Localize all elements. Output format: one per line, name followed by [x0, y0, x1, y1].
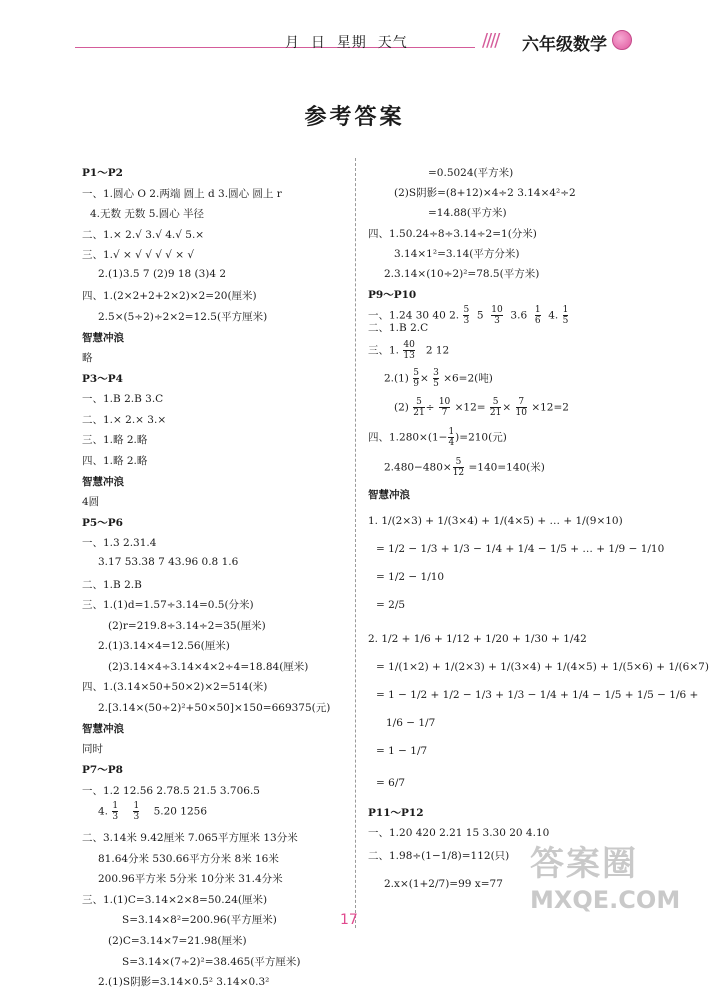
answer-line: 200.96平方米 5分米 10分米 31.4分米 — [98, 873, 283, 885]
answer-line: 二、1.× 2.× 3.× — [82, 414, 167, 426]
answer-text: 2.(1) — [384, 372, 409, 385]
fraction — [516, 397, 527, 418]
answer-line: (2)r=219.8÷3.14÷2=35(厘米) — [108, 620, 266, 632]
answer-line: S=3.14×8²=200.96(平方厘米) — [122, 914, 277, 926]
answer-line: 3.17 53.38 7 43.96 0.8 1.6 — [98, 556, 239, 568]
answer-line: 三、1.略 2.略 — [82, 434, 148, 446]
fraction — [439, 397, 450, 418]
fraction — [413, 397, 424, 418]
answer-line: = 2/5 — [376, 599, 406, 611]
answer-line: 2.(1)S阴影=3.14×0.5² 3.14×0.3² — [98, 976, 270, 988]
answer-line: (2) $\frac{5}{21}$ ÷ $\frac{10}{7}$ ×12= $\frac{5}{21}$ × $\frac{7}{10}$ ×12=2 — [394, 397, 569, 418]
section-heading: 智慧冲浪 — [368, 489, 410, 501]
numerator: 10 — [438, 397, 451, 407]
date-fields: 月 日 星期 天气 — [285, 35, 408, 51]
answer-line: 81.64分米 530.66平方分米 8米 16米 — [98, 853, 279, 865]
fraction — [403, 340, 414, 361]
answer-line: 2. 1/2 + 1/6 + 1/12 + 1/20 + 1/30 + 1/42 — [368, 633, 587, 645]
header-rule — [75, 47, 475, 48]
denominator: 6 — [534, 316, 541, 326]
fraction — [535, 305, 541, 326]
answer-line: 一、1.2 12.56 2.78.5 21.5 3.706.5 — [82, 785, 260, 797]
answer-line: 二、3.14米 9.42厘米 7.065平方厘米 13分米 — [82, 832, 298, 844]
denominator: 5 — [433, 379, 439, 389]
answer-line: 三、1.√ × √ √ √ √ × √ — [82, 249, 195, 261]
watermark-url: MXQE.COM — [530, 886, 681, 914]
fraction — [448, 427, 454, 448]
denominator: 7 — [439, 407, 450, 418]
answer-text: 3.6 — [510, 309, 528, 322]
answer-line: 1/6 − 1/7 — [386, 717, 436, 729]
answer-line: 四、1.50.24÷8÷3.14÷2=1(分米) — [368, 228, 537, 240]
answer-line: = 1 − 1/2 + 1/2 − 1/3 + 1/3 − 1/4 + 1/4 − 1/5 + 1/5 − 1/6 + — [376, 689, 699, 701]
answer-text: 四、1.280×(1− — [368, 431, 448, 444]
fraction — [413, 368, 419, 389]
answer-text: (2) — [394, 401, 409, 414]
denominator: 21 — [413, 408, 425, 418]
answer-line: 四、1.(2×2+2+2×2)×2=20(厘米) — [82, 290, 257, 302]
fraction — [453, 457, 464, 478]
answer-line: 一、1.圆心 O 2.两端 圆上 d 3.圆心 圆上 r — [82, 188, 282, 200]
answer-line: 一、1.B 2.B 3.C — [82, 393, 164, 405]
answer-text: 5 — [476, 309, 484, 322]
numerator: 3 — [433, 368, 439, 378]
answer-line: 二、1.B 2.B — [82, 579, 142, 591]
fraction — [463, 305, 469, 326]
answer-line: 二、1.B 2.C — [368, 322, 429, 334]
denominator: 13 — [403, 351, 415, 361]
answer-line: 一、1.20 420 2.21 15 3.30 20 4.10 — [368, 827, 550, 839]
answer-line: (2)3.14×4÷3.14×4×2÷4=18.84(厘米) — [108, 661, 309, 673]
numerator: 1 — [534, 305, 541, 315]
denominator: 3 — [112, 812, 119, 822]
answer-line — [384, 457, 545, 478]
answer-line — [368, 427, 507, 448]
numerator: 1 — [562, 305, 569, 315]
answer-line: = 6/7 — [376, 777, 406, 789]
answer-line: 四、1.(3.14×50+50×2)×2=514(米) — [82, 681, 268, 693]
numerator: 1 — [133, 801, 140, 811]
answer-text: )=210(元) — [455, 431, 507, 444]
section-heading: 智慧冲浪 — [82, 332, 124, 344]
denominator: 12 — [452, 468, 465, 478]
answer-text: ×6=2(吨) — [443, 372, 493, 385]
fraction — [490, 397, 501, 418]
answer-line: 1. 1/(2×3) + 1/(3×4) + 1/(4×5) + … + 1/(9×10) — [368, 515, 623, 527]
answer-line: =14.88(平方米) — [428, 207, 507, 219]
answer-line: = 1/2 − 1/3 + 1/3 − 1/4 + 1/4 − 1/5 + … + 1/9 − 1/10 — [376, 543, 665, 555]
section-heading: 智慧冲浪 — [82, 723, 124, 735]
answer-line: 同时 — [82, 743, 103, 755]
answer-text: 5.20 1256 — [153, 805, 208, 818]
answer-line: = 1/2 − 1/10 — [376, 571, 445, 583]
numerator: 10 — [491, 305, 503, 315]
answer-line: 2.(1)3.14×4=12.56(厘米) — [98, 640, 230, 652]
column-divider — [355, 158, 356, 928]
numerator: 5 — [416, 397, 422, 407]
denominator: 3 — [463, 316, 470, 326]
denominator: 3 — [133, 812, 140, 822]
denominator: 10 — [515, 408, 527, 418]
answer-line — [368, 340, 449, 361]
answer-line: = 1 − 1/7 — [376, 745, 428, 757]
answer-line: 一、1.3 2.31.4 — [82, 537, 157, 549]
answer-text: 2 12 — [425, 344, 450, 357]
denominator: 4 — [448, 438, 455, 448]
answer-line — [98, 801, 207, 822]
answer-line: (2)C=3.14×7=21.98(厘米) — [108, 935, 247, 947]
pink-dot-icon — [612, 30, 632, 50]
numerator: 40 — [403, 340, 415, 350]
answer-text: 4. — [98, 805, 109, 818]
section-heading: P7～P8 — [82, 764, 123, 776]
section-heading: P5～P6 — [82, 517, 123, 529]
numerator: 1 — [448, 427, 455, 437]
answer-text: 一、1.24 30 40 2. — [368, 309, 460, 322]
answer-line: (2)S阴影=(8+12)×4÷2 3.14×4²÷2 — [394, 187, 576, 199]
answer-line: 2.(1)3.5 7 (2)9 18 (3)4 2 — [98, 268, 227, 280]
fraction — [491, 305, 502, 326]
subject-label: 六年级数学 — [522, 35, 607, 55]
answer-line: 2.3.14×(10÷2)²=78.5(平方米) — [384, 268, 540, 280]
answer-line: 三、1.(1)d=1.57÷3.14=0.5(分米) — [82, 599, 254, 611]
section-heading: P11～P12 — [368, 807, 424, 819]
section-heading: 智慧冲浪 — [82, 476, 124, 488]
numerator: 5 — [455, 457, 462, 467]
denominator: 9 — [413, 379, 419, 389]
numerator: 5 — [463, 305, 470, 315]
answer-line: 略 — [82, 352, 93, 364]
numerator: 5 — [413, 368, 419, 378]
answer-line: 3.14×1²=3.14(平方分米) — [394, 248, 520, 260]
answer-line: 4圆 — [82, 496, 100, 508]
answer-line: 二、1.98÷(1−1/8)=112(只) — [368, 850, 510, 862]
section-heading: P9～P10 — [368, 289, 417, 301]
numerator: 7 — [518, 397, 525, 407]
answer-line: 二、1.× 2.√ 3.√ 4.√ 5.× — [82, 229, 205, 241]
answer-text: 4. — [548, 309, 559, 322]
denominator: 3 — [491, 315, 502, 326]
answer-line: = 1/(1×2) + 1/(2×3) + 1/(3×4) + 1/(4×5) + 1/(5×6) + 1/(6×7) — [376, 661, 709, 673]
numerator: 5 — [492, 397, 499, 407]
numerator: 1 — [112, 801, 119, 811]
answer-line: 2.x×(1+2/7)=99 x=77 — [384, 878, 503, 890]
page-header — [0, 0, 709, 60]
answer-text: =140=140(米) — [468, 461, 545, 474]
answer-line: 2.[3.14×(50÷2)²+50×50]×150=669375(元) — [98, 702, 331, 714]
answer-line: 四、1.略 2.略 — [82, 455, 148, 467]
page-number: 17 — [340, 912, 358, 928]
page-title: 参考答案 — [304, 105, 405, 130]
fraction — [433, 368, 439, 389]
answer-text: 2.480−480× — [384, 461, 452, 474]
answer-line: 2.(1) $\frac{5}{9}$ × $\frac{3}{5}$ ×6=2(吨) — [384, 368, 493, 389]
answer-text: 三、1. — [368, 344, 400, 357]
denominator: 21 — [489, 408, 502, 418]
answer-text: ×12=2 — [531, 401, 569, 414]
answer-line: 三、1.(1)C=3.14×2×8=50.24(厘米) — [82, 894, 268, 906]
denominator: 5 — [562, 316, 569, 326]
watermark-logo: 答案圈 — [530, 844, 638, 884]
answer-line: 4.无数 无数 5.圆心 半径 — [90, 208, 205, 220]
answer-text: ×12= — [454, 401, 486, 414]
section-heading: P3～P4 — [82, 373, 123, 385]
section-heading: P1～P2 — [82, 167, 123, 179]
fraction — [112, 801, 118, 822]
fraction — [133, 801, 139, 822]
answer-line: 2.5×(5÷2)÷2×2=12.5(平方厘米) — [98, 311, 268, 323]
answer-line: S=3.14×(7÷2)²=38.465(平方厘米) — [122, 956, 301, 968]
slash-decoration-icon: //// — [482, 30, 499, 51]
answer-line: =0.5024(平方米) — [428, 167, 514, 179]
fraction — [563, 305, 569, 326]
